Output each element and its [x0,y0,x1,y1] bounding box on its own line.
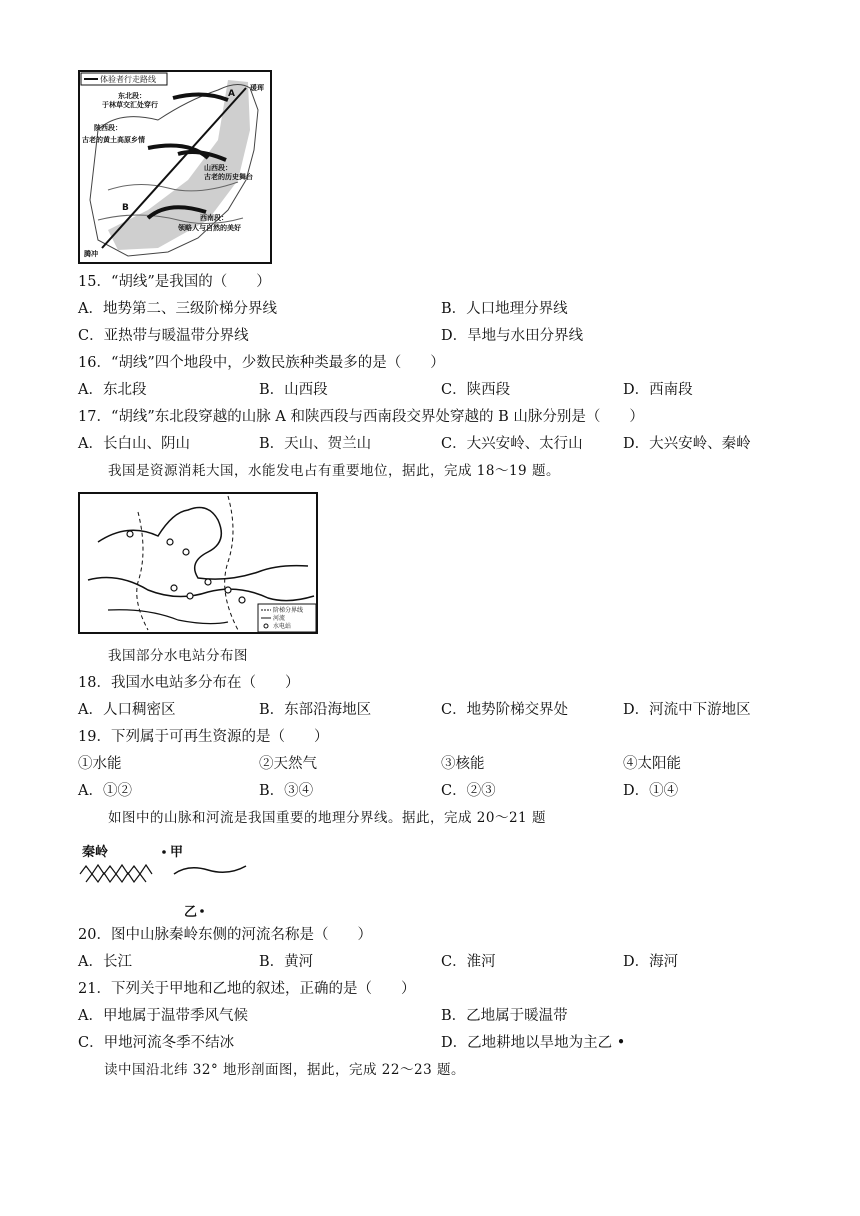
yi-label: 乙 [184,905,198,920]
intro-18-19: 我国是资源消耗大国，水能发电占有重要地位，据此，完成 18～19 题。 [108,463,560,479]
q16-option-c[interactable]: C．陕西段 [441,382,511,398]
hydropower-map [78,492,318,634]
map1-label: 古老的黄土高原乡情 [82,136,145,144]
map1-label: 瑗珲 [250,84,264,92]
q21-option-a[interactable]: A．甲地属于温带季风气候 [78,1008,248,1024]
q20-option-d[interactable]: D．海河 [623,954,679,970]
q15-option-b[interactable]: B．人口地理分界线 [441,301,568,317]
q19-item: ③核能 [441,756,485,772]
q18-option-c[interactable]: C．地势阶梯交界处 [441,702,569,718]
map1-label: 于林草交汇处穿行 [102,101,158,109]
q21-option-b[interactable]: B．乙地属于暖温带 [441,1008,568,1024]
q18-stem: 18．我国水电站多分布在（ ） [78,675,300,691]
map1-label: 领略人与自然的美好 [178,224,241,232]
qinling-sketch [78,838,258,922]
q20-option-a[interactable]: A．长江 [78,954,132,970]
hu-line-map [78,70,272,264]
map1-label: B [122,203,129,213]
q16-option-d[interactable]: D．西南段 [623,382,693,398]
map1-label: 陕西段： [94,124,122,132]
q18-option-d[interactable]: D．河流中下游地区 [623,702,751,718]
q15-option-a[interactable]: A．地势第二、三级阶梯分界线 [78,301,277,317]
q21-option-d[interactable]: D．乙地耕地以旱地为主乙 • [441,1035,626,1051]
mountain-label: 秦岭 [82,845,109,860]
q16-option-a[interactable]: A．东北段 [78,382,147,398]
map2-legend: 阶梯分界线 [273,607,304,614]
map1-legend: 体验者行走路线 [100,75,156,84]
q20-option-b[interactable]: B．黄河 [259,954,314,970]
q16-stem: 16．“胡线”四个地段中，少数民族种类最多的是（ ） [78,355,445,371]
q17-stem: 17．“胡线”东北段穿越的山脉 A 和陕西段与西南段交界处穿越的 B 山脉分别是（ ） [78,409,644,425]
q19-item: ④太阳能 [623,756,681,772]
q15-option-d[interactable]: D．旱地与水田分界线 [441,328,584,344]
map2-legend: 水电站 [273,623,292,630]
map1-label: 腾冲 [84,250,98,258]
jia-label: 甲 [170,845,184,860]
q18-option-b[interactable]: B．东部沿海地区 [259,702,372,718]
q21-option-c[interactable]: C．甲地河流冬季不结冰 [78,1035,235,1051]
q19-stem: 19．下列属于可再生资源的是（ ） [78,729,329,745]
map1-label: 西南段： [200,214,228,222]
map2-caption: 我国部分水电站分布图 [108,648,248,664]
q20-stem: 20．图中山脉秦岭东侧的河流名称是（ ） [78,927,372,943]
q15-option-c[interactable]: C．亚热带与暖温带分界线 [78,328,249,344]
q19-item: ②天然气 [259,756,317,772]
q17-option-c[interactable]: C．大兴安岭、太行山 [441,436,583,452]
q19-option-b[interactable]: B．③④ [259,783,314,799]
map2-legend: 河流 [273,615,286,622]
intro-22-23: 读中国沿北纬 32° 地形剖面图，据此，完成 22～23 题。 [104,1062,465,1078]
q19-option-c[interactable]: C．②③ [441,783,496,799]
q17-option-b[interactable]: B．天山、贺兰山 [259,436,372,452]
map1-label: 山西段： [204,164,232,172]
q21-stem: 21．下列关于甲地和乙地的叙述，正确的是（ ） [78,981,416,997]
map1-label: 古老的历史舞台 [204,173,253,181]
q20-option-c[interactable]: C．淮河 [441,954,496,970]
q19-option-d[interactable]: D．①④ [623,783,679,799]
map1-label: A [228,89,235,99]
q19-item: ①水能 [78,756,122,772]
map1-label: 东北段： [118,92,146,100]
q19-option-a[interactable]: A．①② [78,783,132,799]
q17-option-d[interactable]: D．大兴安岭、秦岭 [623,436,751,452]
q15-stem: 15．“胡线”是我国的（ ） [78,274,271,290]
q17-option-a[interactable]: A．长白山、阴山 [78,436,190,452]
q16-option-b[interactable]: B．山西段 [259,382,328,398]
q18-option-a[interactable]: A．人口稠密区 [78,702,176,718]
intro-20-21: 如图中的山脉和河流是我国重要的地理分界线。据此，完成 20～21 题 [108,810,546,826]
